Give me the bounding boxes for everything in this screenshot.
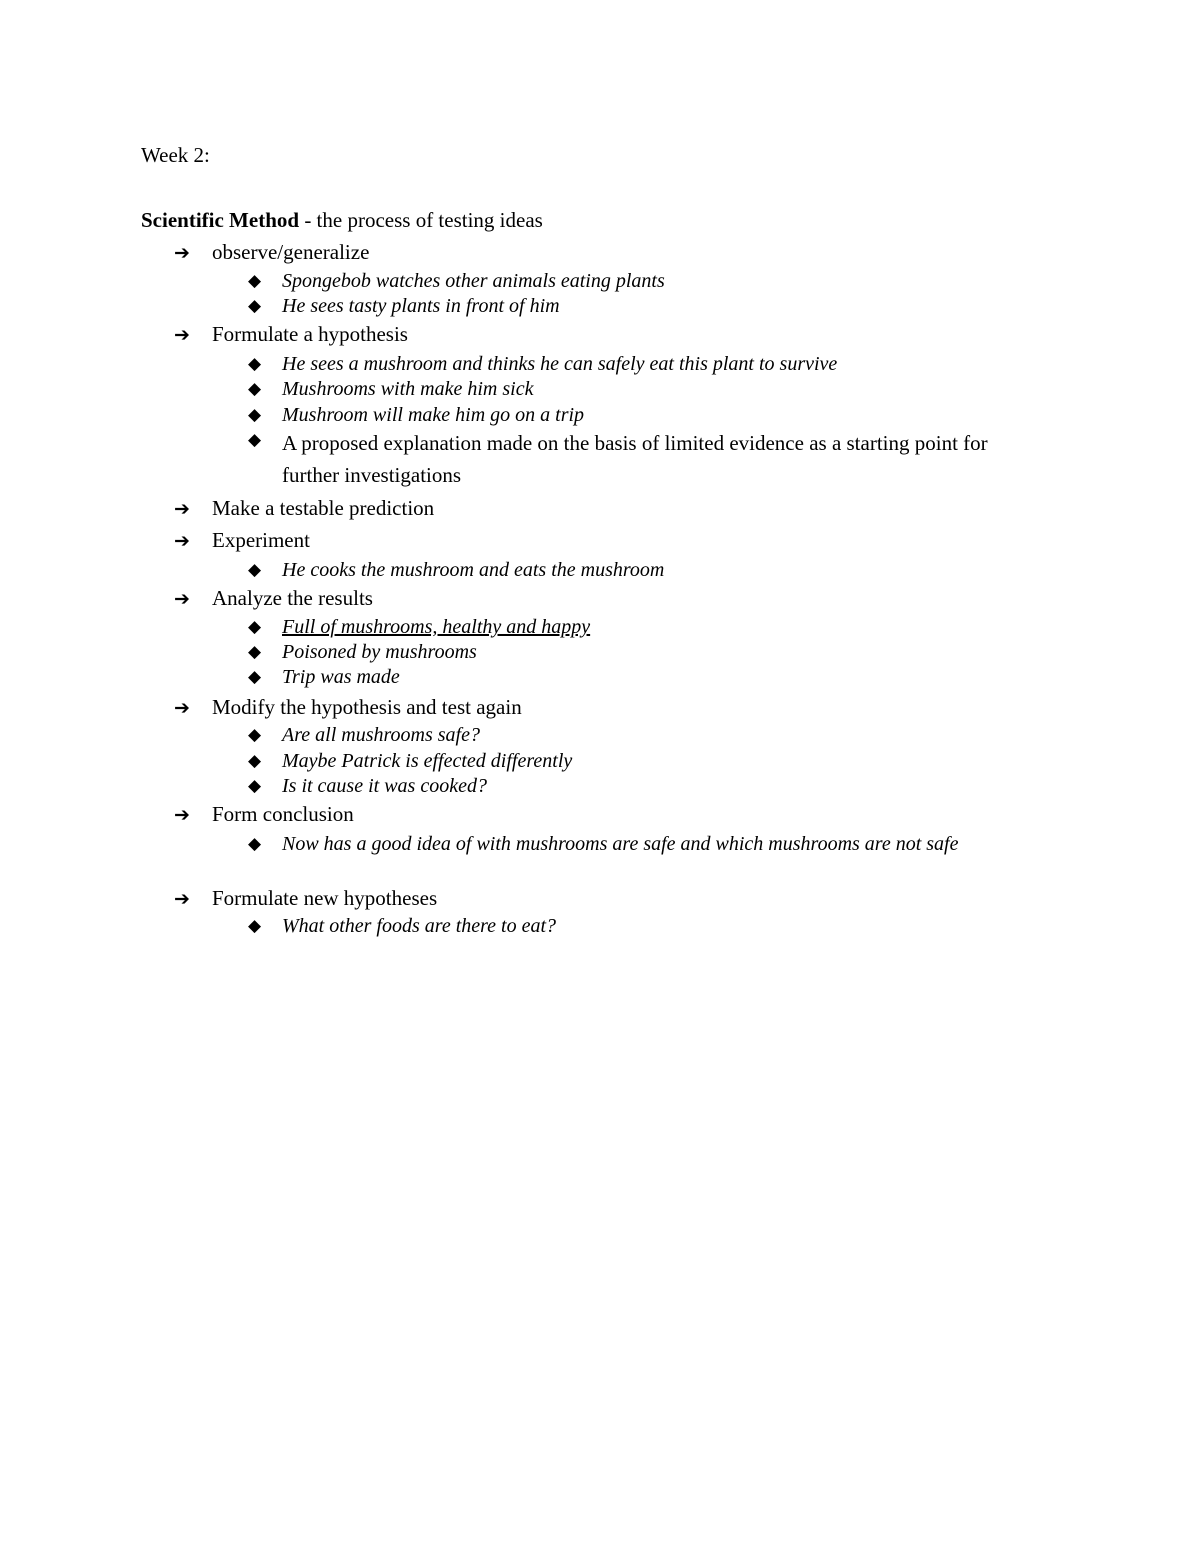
diamond-icon: ◆	[248, 667, 262, 687]
sub-item	[248, 722, 1048, 748]
heading-term: Scientific Method	[141, 208, 300, 232]
sub-item-text: Full of mushrooms, healthy and happy	[282, 616, 591, 638]
step-label: Formulate a hypothesis	[212, 322, 408, 346]
step-label: Form conclusion	[212, 802, 354, 826]
step-item	[174, 584, 373, 613]
sub-item	[248, 664, 1048, 690]
step-label: observe/generalize	[212, 240, 370, 264]
sub-item	[248, 639, 1048, 665]
diamond-icon: ◆	[248, 617, 262, 637]
arrow-right-icon: ➔	[174, 242, 190, 264]
step-item	[174, 320, 408, 349]
arrow-right-icon: ➔	[174, 804, 190, 826]
diamond-icon: ◆	[248, 430, 262, 450]
diamond-icon: ◆	[248, 834, 262, 854]
step-item	[174, 800, 354, 829]
diamond-icon: ◆	[248, 751, 262, 771]
step-item	[174, 238, 369, 267]
diamond-icon: ◆	[248, 642, 262, 662]
sub-item-text: Trip was made	[282, 666, 400, 688]
sub-item	[248, 831, 1048, 857]
step-label: Formulate new hypotheses	[212, 886, 438, 910]
diamond-icon: ◆	[248, 725, 262, 745]
sub-item	[248, 402, 1048, 428]
sub-item-text: Now has a good idea of with mushrooms are safe and which mushrooms are not safe	[282, 833, 959, 855]
sub-item	[248, 351, 1048, 377]
step-label: Make a testable prediction	[212, 496, 435, 520]
section-heading	[141, 206, 543, 234]
sub-item-text: He cooks the mushroom and eats the mushroom	[282, 559, 665, 581]
diamond-icon: ◆	[248, 405, 262, 425]
sub-item-text: Are all mushrooms safe?	[282, 724, 480, 746]
sub-item	[248, 557, 1048, 583]
sub-item	[248, 614, 1048, 640]
sub-item-text: Is it cause it was cooked?	[282, 775, 487, 797]
sub-item	[248, 293, 1048, 319]
diamond-icon: ◆	[248, 916, 262, 936]
sub-item	[248, 913, 1048, 939]
step-label: Modify the hypothesis and test again	[212, 695, 522, 719]
diamond-icon: ◆	[248, 776, 262, 796]
diamond-icon: ◆	[248, 379, 262, 399]
step-item	[174, 884, 437, 913]
heading-definition: - the process of testing ideas	[299, 208, 543, 232]
sub-item-text: A proposed explanation made on the basis of limited evidence as a starting point for further investigations	[282, 431, 988, 487]
arrow-right-icon: ➔	[174, 588, 190, 610]
sub-item-text: Mushroom will make him go on a trip	[282, 404, 585, 426]
sub-item	[248, 773, 1048, 799]
sub-item	[248, 268, 1048, 294]
sub-item-text: He sees a mushroom and thinks he can safely eat this plant to survive	[282, 353, 838, 375]
sub-item	[248, 748, 1048, 774]
arrow-right-icon: ➔	[174, 498, 190, 520]
diamond-icon: ◆	[248, 354, 262, 374]
sub-item	[248, 427, 1048, 491]
diamond-icon: ◆	[248, 271, 262, 291]
arrow-right-icon: ➔	[174, 324, 190, 346]
sub-item-text: Spongebob watches other animals eating plants	[282, 270, 665, 292]
step-item	[174, 494, 434, 523]
step-item	[174, 693, 522, 722]
sub-item	[248, 376, 1048, 402]
step-item	[174, 526, 310, 555]
step-label: Experiment	[212, 528, 310, 552]
sub-item-text: Poisoned by mushrooms	[282, 641, 477, 663]
week-label: Week 2:	[141, 143, 210, 167]
sub-item-text: What other foods are there to eat?	[282, 915, 557, 937]
arrow-right-icon: ➔	[174, 530, 190, 552]
step-label: Analyze the results	[212, 586, 373, 610]
diamond-icon: ◆	[248, 296, 262, 316]
arrow-right-icon: ➔	[174, 888, 190, 910]
diamond-icon: ◆	[248, 560, 262, 580]
sub-item-text: Maybe Patrick is effected differently	[282, 750, 573, 772]
sub-item-text: Mushrooms with make him sick	[282, 378, 534, 400]
arrow-right-icon: ➔	[174, 697, 190, 719]
sub-item-text: He sees tasty plants in front of him	[282, 295, 560, 317]
